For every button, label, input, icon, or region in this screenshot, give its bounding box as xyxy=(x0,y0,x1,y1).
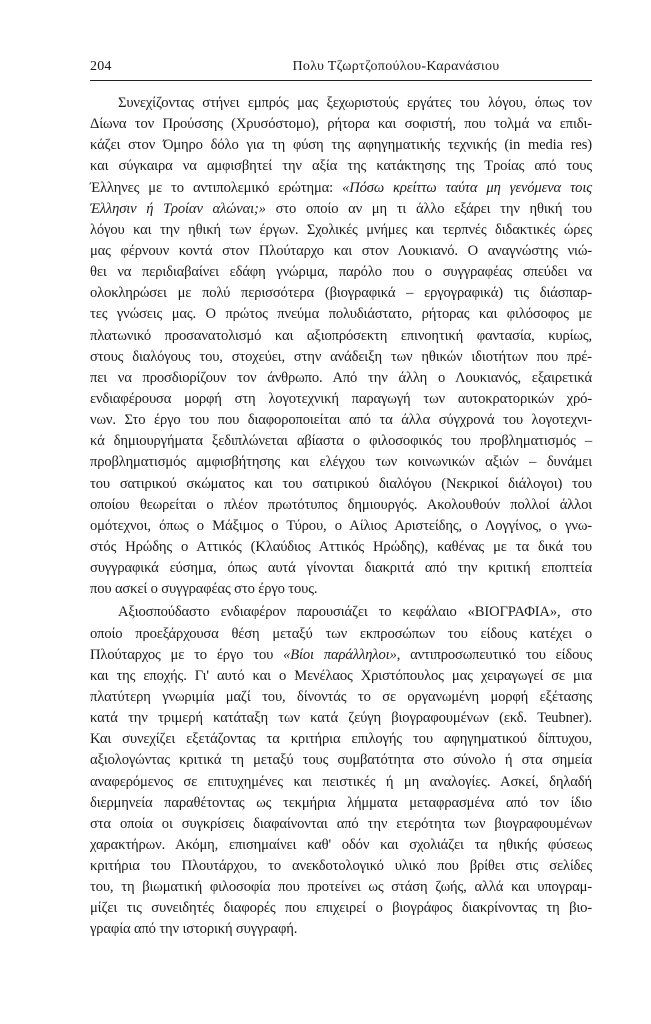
text-run: κάζει στον Όμηρο δόλο για τη φύση της αφηγηματικής τεχνικής (in media res) xyxy=(90,137,592,154)
text-line xyxy=(90,602,592,623)
text-run: οποίο προεξάρχουσα θέση μεταξύ των εκπροσώπων του είδους κατέχει ο xyxy=(90,625,592,642)
text-line xyxy=(90,624,592,645)
body-text xyxy=(90,93,592,941)
text-line xyxy=(90,178,592,199)
text-run: τες γνώσεις μας. Ο πρώτος πνεύμα πολυδιάστατο, ρήτορας και φιλόσοφος με xyxy=(90,306,592,323)
text-run: κριτήρια του Πλουτάρχου, το ανεκδοτολογικό υλικό που βρίθει στις σελίδες xyxy=(90,858,592,875)
text-line xyxy=(90,304,592,325)
text-run: πλατύτερη γνωριμία μαζί του, δίνοντάς το σε οργανωμένη μορφή εξέτασης xyxy=(90,688,592,705)
text-run: του σατιρικού σκώματος και του σατιρικού διαλόγου (Νεκρικοί διάλογοι) του xyxy=(90,475,592,492)
text-run: μίζει τις συνειδητές διαφορές που επιχειρεί ο βιογράφος διακρίνοντας τη βιο- xyxy=(90,900,592,917)
text-run: στους διαλόγους του, στοχεύει, στην ανάδειξη των ηθικών ιδιοτήτων που πρέ- xyxy=(90,348,592,365)
text-line xyxy=(90,729,592,750)
text-run: του, τη βιωματική φιλοσοφία που προτείνει ως στάση ζωής, αλλά και υπογραμ- xyxy=(90,879,592,896)
running-title: Πολυ Τζωρτζοπούλου-Καρανάσιου xyxy=(292,59,500,74)
text-line xyxy=(90,347,592,368)
text-run: γραφία από την ιστορική συγγραφή. xyxy=(90,921,298,938)
italic-quotation: Έλλησιν ή Τροίαν αλώναι;» xyxy=(90,200,266,217)
text-line xyxy=(90,410,592,431)
text-line xyxy=(90,114,592,135)
text-line xyxy=(90,835,592,856)
text-line xyxy=(90,452,592,473)
text-line xyxy=(90,283,592,304)
text-run: θει να περιδιαβαίνει εδάφη γνώριμα, παρόλο που ο συγγραφέας σπεύδει να xyxy=(90,264,592,281)
text-line xyxy=(90,708,592,729)
text-line xyxy=(90,919,592,940)
text-line xyxy=(90,262,592,283)
text-run: στα οποία οι συγκρίσεις διαφαίνονται από την ετερότητα των βιογραφουμένων xyxy=(90,815,592,832)
text-run: πλατωνικό προσανατολισμό και αξιοπρόσεκτη επινοητική φαντασία, κυρίως, xyxy=(90,327,592,344)
text-run: κατά την τριμερή κατάταξη των κατά ζεύγη βιογραφουμένων (εκδ. Teubner). xyxy=(90,710,592,727)
text-run: που ασκεί ο συγγραφέας στο έργο τους. xyxy=(90,581,318,598)
paragraph-2 xyxy=(90,602,592,940)
text-run: κά δημιουργήματα ξεδιπλώνεται αβίαστα ο φιλοσοφικός του προβληματισμός – xyxy=(90,433,592,450)
text-run: λόγου και την ηθική των έργων. Σχολικές μνήμες και τερπνές διδακτικές ώρες xyxy=(90,221,592,238)
text-line xyxy=(90,431,592,452)
text-run: Και συνεχίζει εξετάζοντας τα κριτήρια επιλογής του αφηγηματικού δίπτυχου, xyxy=(90,731,592,748)
text-line xyxy=(90,537,592,558)
paragraph-1 xyxy=(90,93,592,600)
text-run: πει να προσδιορίζουν τον άνθρωπο. Από την άλλη ο Λουκιανός, εξαιρετικά xyxy=(90,369,592,386)
text-line xyxy=(90,814,592,835)
text-line xyxy=(90,856,592,877)
text-line xyxy=(90,326,592,347)
text-run: στο οποίο αν μη τι άλλο εξάρει την ηθική του xyxy=(265,200,592,217)
text-run: , αντιπροσωπευτικό του είδους xyxy=(396,646,593,663)
text-run: Συνεχίζοντας στήνει εμπρός μας ξεχωριστούς εργάτες του λόγου, όπως τον xyxy=(118,95,592,111)
text-run: και της εποχής. Γι' αυτό και ο Μενέλαος Χριστόπουλος μας χειραγωγεί σε μια xyxy=(90,667,592,684)
text-run: νων. Στο έργο του που διαφοροποιείται από τα άλλα σύγχρονά του λογοτεχνι- xyxy=(90,412,592,429)
text-line xyxy=(90,135,592,156)
text-line xyxy=(90,645,592,666)
text-line xyxy=(90,793,592,814)
text-run: αναφερόμενος σε επιτυχημένες και πειστικές ή μη αναλογίες. Ασκεί, δηλαδή xyxy=(90,773,592,790)
text-line xyxy=(90,220,592,241)
italic-quotation: «Πόσω κρείττω ταύτα μη γενόμενα τοις xyxy=(342,179,592,196)
text-run: προβληματισμός αμφισβήτησης και ελέγχου των κοινωνικών αξιών – δυνάμει xyxy=(90,454,592,471)
text-line xyxy=(90,750,592,771)
text-run: Αξιοσπούδαστο ενδιαφέρον παρουσιάζει το κεφάλαιο «ΒΙΟΓΡΑΦΙΑ», στο xyxy=(118,604,592,621)
text-run: αξιολογώντας κριτικά τη μεταξύ τους συμβατότητα στο σύνολο ή στα σημεία xyxy=(90,752,592,769)
text-line xyxy=(90,241,592,262)
page-number: 204 xyxy=(90,59,112,74)
text-line xyxy=(90,898,592,919)
text-run: και σύγκαιρα να αμφισβητεί την αξία της κατάκτησης της Τροίας από τους xyxy=(90,158,592,175)
text-run: Δίωνα τον Προύσσης (Χρυσόστομο), ρήτορα και σοφιστή, που τολμά να επιδι- xyxy=(90,116,592,133)
text-line xyxy=(90,474,592,495)
text-line xyxy=(90,687,592,708)
text-line xyxy=(90,877,592,898)
text-run: στός Ηρώδης ο Αττικός (Κλαύδιος Αττικός Ηρώδης), καθένας με τα δικά του xyxy=(90,538,592,555)
text-line xyxy=(90,772,592,793)
text-line xyxy=(90,558,592,579)
text-run: ολοκληρώσει με πολύ περισσότερα (βιογραφικά – εργογραφικά) τις διάσπαρ- xyxy=(90,285,592,302)
text-line xyxy=(90,495,592,516)
text-run: ενδιαφέρουσα μορφή στη λογοτεχνική παραγωγή των αυτοκρατορικών χρό- xyxy=(90,390,592,407)
text-run: Έλληνες με το αντιπολεμικό ερώτημα: xyxy=(90,179,343,196)
text-line xyxy=(90,666,592,687)
text-run: Πλούταρχος με το έργο του xyxy=(90,646,284,663)
text-run: συγγραφικά εύσημα, όπως αυτά γίνονται διακριτά από την κριτική εποπτεία xyxy=(90,560,592,577)
text-line xyxy=(90,93,592,114)
text-line xyxy=(90,368,592,389)
text-run: διερμηνεία παραθέτοντας ως τεκμήρια λήμματα μεταφρασμένα από τον ίδιο xyxy=(90,794,592,811)
text-run: οποίου θεωρείται ο πλέον πρωτότυπος δημιουργός. Ακολουθούν πολλοί άλλοι xyxy=(90,496,592,513)
running-head xyxy=(90,58,592,81)
text-line xyxy=(90,156,592,177)
text-line xyxy=(90,579,592,600)
text-run: ομότεχνοι, όπως ο Μάξιμος ο Τύρου, ο Αίλιος Αριστείδης, ο Λογγίνος, ο γνω- xyxy=(90,517,592,534)
text-line xyxy=(90,199,592,220)
text-run: μας φέρνουν κοντά στον Πλούταρχο και στον Λουκιανό. Ο αναγνώστης νιώ- xyxy=(90,242,592,259)
italic-quotation: «Βίοι παράλληλοι» xyxy=(283,646,397,663)
text-line xyxy=(90,389,592,410)
text-line xyxy=(90,516,592,537)
text-run: χαρακτήρων. Ακόμη, επισημαίνει καθ' οδόν και σχολιάζει τα ηθικής φύσεως xyxy=(90,836,592,853)
